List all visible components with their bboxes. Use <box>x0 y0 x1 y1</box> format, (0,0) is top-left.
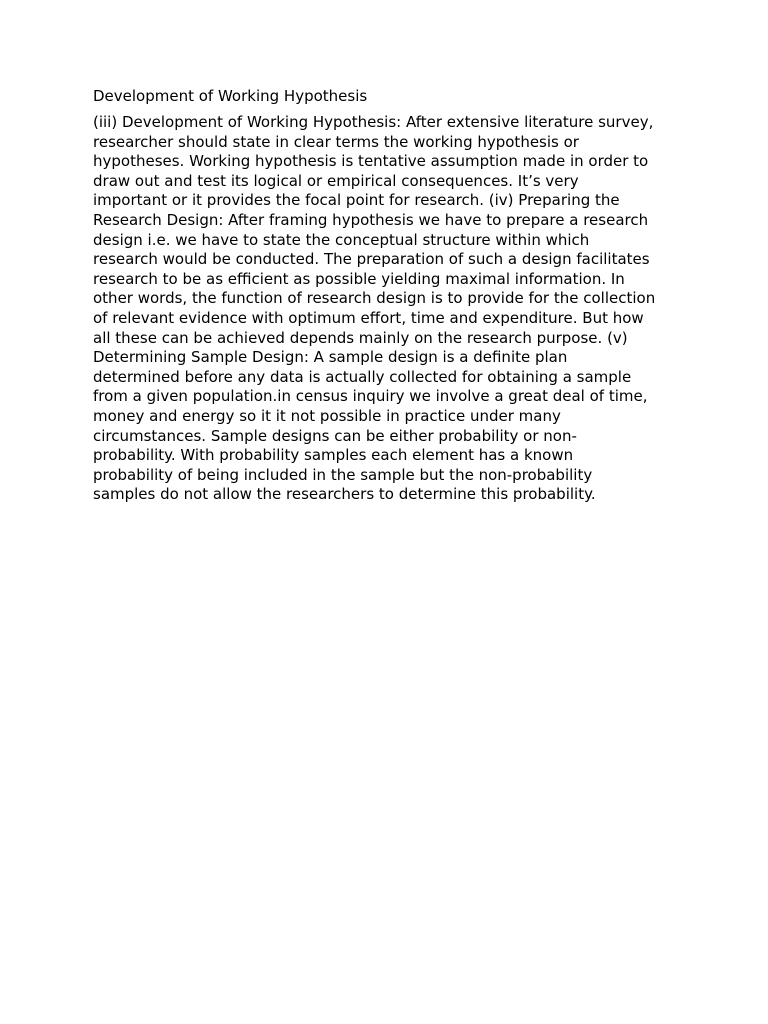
body-line: draw out and test its logical or empirical consequences. It’s very <box>93 171 579 190</box>
body-line: Research Design: After framing hypothesis we have to prepare a research <box>93 210 649 229</box>
body-line: (iii) Development of Working Hypothesis: After extensive literature survey, <box>93 113 654 131</box>
body-line: money and energy so it it not possible in practice under many <box>93 406 561 425</box>
body-line: Determining Sample Design: A sample design is a definite plan <box>93 348 568 367</box>
body-line: hypotheses. Working hypothesis is tentative assumption made in order to <box>93 152 649 171</box>
body-line: circumstances. Sample designs can be either probability or non- <box>93 426 577 445</box>
document-body <box>93 113 693 505</box>
body-line: research would be conducted. The preparation of such a design facilitates <box>93 250 650 269</box>
body-line: other words, the function of research design is to provide for the collection <box>93 289 656 308</box>
body-line: samples do not allow the researchers to determine this probability. <box>93 485 596 504</box>
body-line: all these can be achieved depends mainly on the research purpose. (v) <box>93 328 628 347</box>
body-line: probability of being included in the sample but the non-probability <box>93 465 593 484</box>
body-line: research to be as efficient as possible yielding maximal information. In <box>93 269 625 288</box>
document-content <box>93 86 693 505</box>
body-line: of relevant evidence with optimum effort, time and expenditure. But how <box>93 308 644 327</box>
body-line: probability. With probability samples each element has a known <box>93 446 574 465</box>
body-line: researcher should state in clear terms the working hypothesis or <box>93 132 579 151</box>
body-line: from a given population.in census inquiry we involve a great deal of time, <box>93 387 648 406</box>
body-line: design i.e. we have to state the conceptual structure within which <box>93 230 590 249</box>
body-line: important or it provides the focal point for research. (iv) Preparing the <box>93 191 620 210</box>
document-title: Development of Working Hypothesis <box>93 87 368 105</box>
body-line: determined before any data is actually collected for obtaining a sample <box>93 367 632 386</box>
